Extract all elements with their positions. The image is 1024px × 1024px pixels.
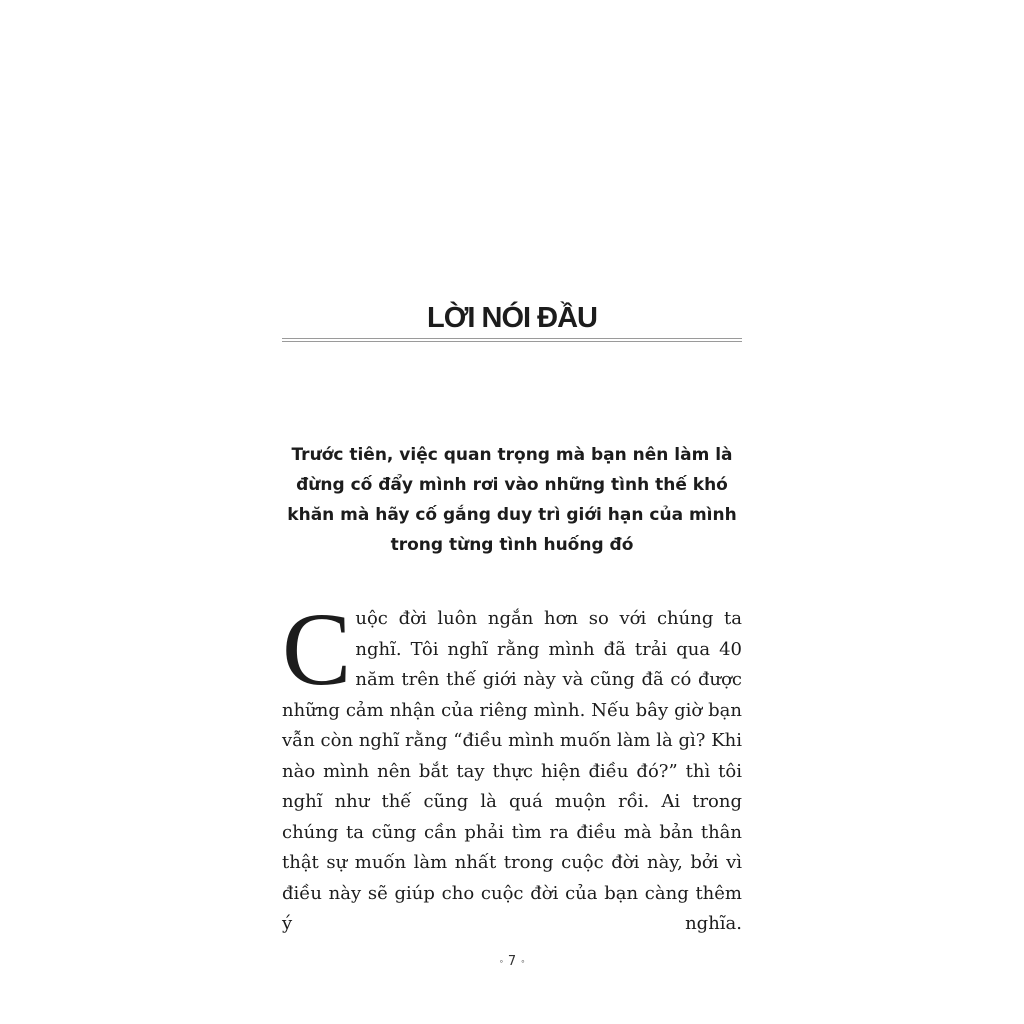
- right-ornament-icon: ∘: [520, 957, 526, 966]
- left-ornament-icon: ∘: [498, 957, 504, 966]
- page-number-value: 7: [507, 954, 517, 969]
- body-paragraph: [282, 592, 742, 940]
- title-double-rule: [282, 338, 742, 342]
- body-text: uộc đời luôn ngắn hơn so với chúng ta nghĩ. Tôi nghĩ rằng mình đã trải qua 40 năm trên thế giới này và cũng đã có được những cảm nhận của riêng mình. Nếu bây giờ bạn vẫn còn nghĩ rằng “điều mình muốn làm là gì? Khi nào mình nên bắt tay thực hiện điều đó?” thì tôi nghĩ như thế cũng là quá muộn rồi. Ai trong chúng ta cũng cần phải tìm ra điều mà bản thân thật sự muốn làm nhất trong cuộc đời này, bởi vì điều này sẽ giúp cho cuộc đời của bạn càng thêm ý nghĩa.: [282, 608, 742, 934]
- chapter-title: LỜI NÓI ĐẦU: [426, 302, 597, 334]
- drop-cap: C: [282, 592, 352, 707]
- page-number: [462, 954, 562, 969]
- epigraph: Trước tiên, việc quan trọng mà bạn nên làm là đừng cố đẩy mình rơi vào những tình thế khó khăn mà hãy cố gắng duy trì giới hạn của mình trong từng tình huống đó: [287, 445, 737, 555]
